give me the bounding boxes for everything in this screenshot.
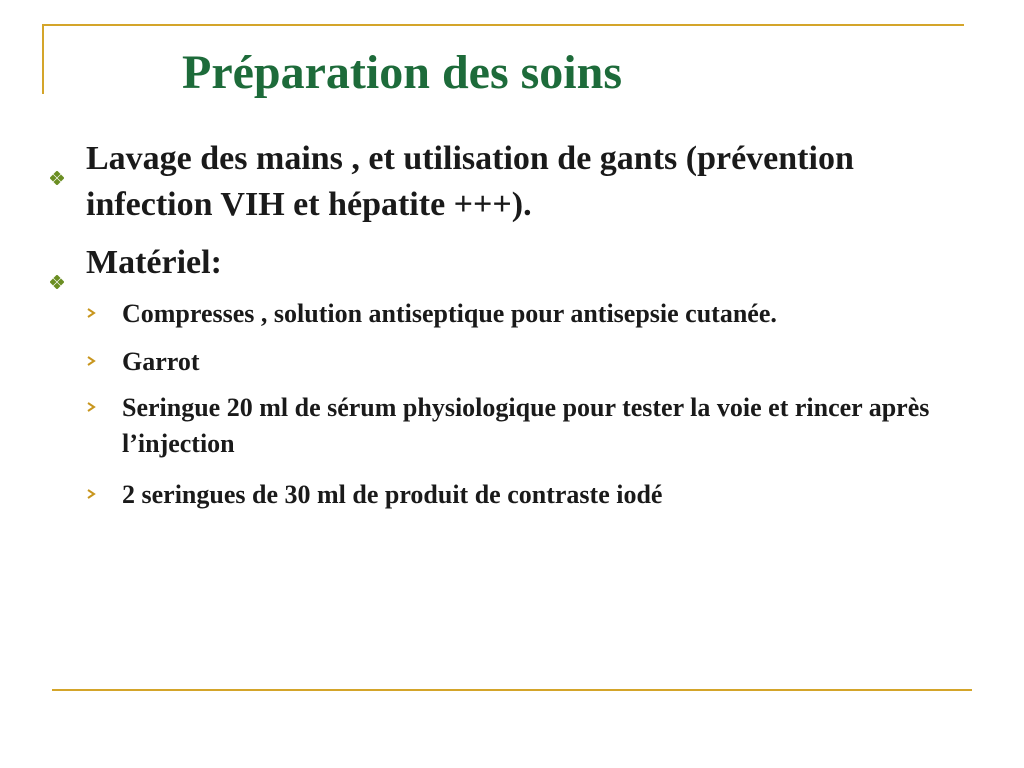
frame-left-line — [42, 24, 44, 94]
sub-bullet-text: Compresses , solution antiseptique pour antisepsie cutanée. — [122, 299, 777, 328]
bullet-text: Matériel: — [86, 244, 222, 281]
diamond-bullet-icon — [50, 152, 64, 166]
arrow-bullet-icon — [86, 489, 96, 499]
sub-bullet-compresses — [122, 296, 982, 332]
arrow-bullet-icon — [86, 356, 96, 366]
bullet-text: Lavage des mains , et utilisation de gants (prévention infection VIH et hépatite +++). — [86, 140, 854, 223]
sub-bullet-text: Garrot — [122, 347, 200, 376]
sub-bullet-text: 2 seringues de 30 ml de produit de contraste iodé — [122, 480, 663, 509]
slide-title: Préparation des soins — [182, 46, 623, 99]
arrow-bullet-icon — [86, 402, 96, 412]
diamond-bullet-icon — [50, 256, 64, 270]
frame-bottom-line — [52, 689, 972, 691]
sub-bullet-seringues-30ml — [122, 477, 982, 513]
bullet-materiel — [86, 240, 486, 286]
bullet-handwashing — [86, 136, 866, 228]
frame-top-line — [42, 24, 964, 26]
sub-bullet-garrot — [122, 344, 522, 380]
sub-bullet-seringue-20ml — [122, 390, 982, 462]
arrow-bullet-icon — [86, 308, 96, 318]
sub-bullet-text: Seringue 20 ml de sérum physiologique pour tester la voie et rincer après l’injection — [122, 393, 930, 458]
